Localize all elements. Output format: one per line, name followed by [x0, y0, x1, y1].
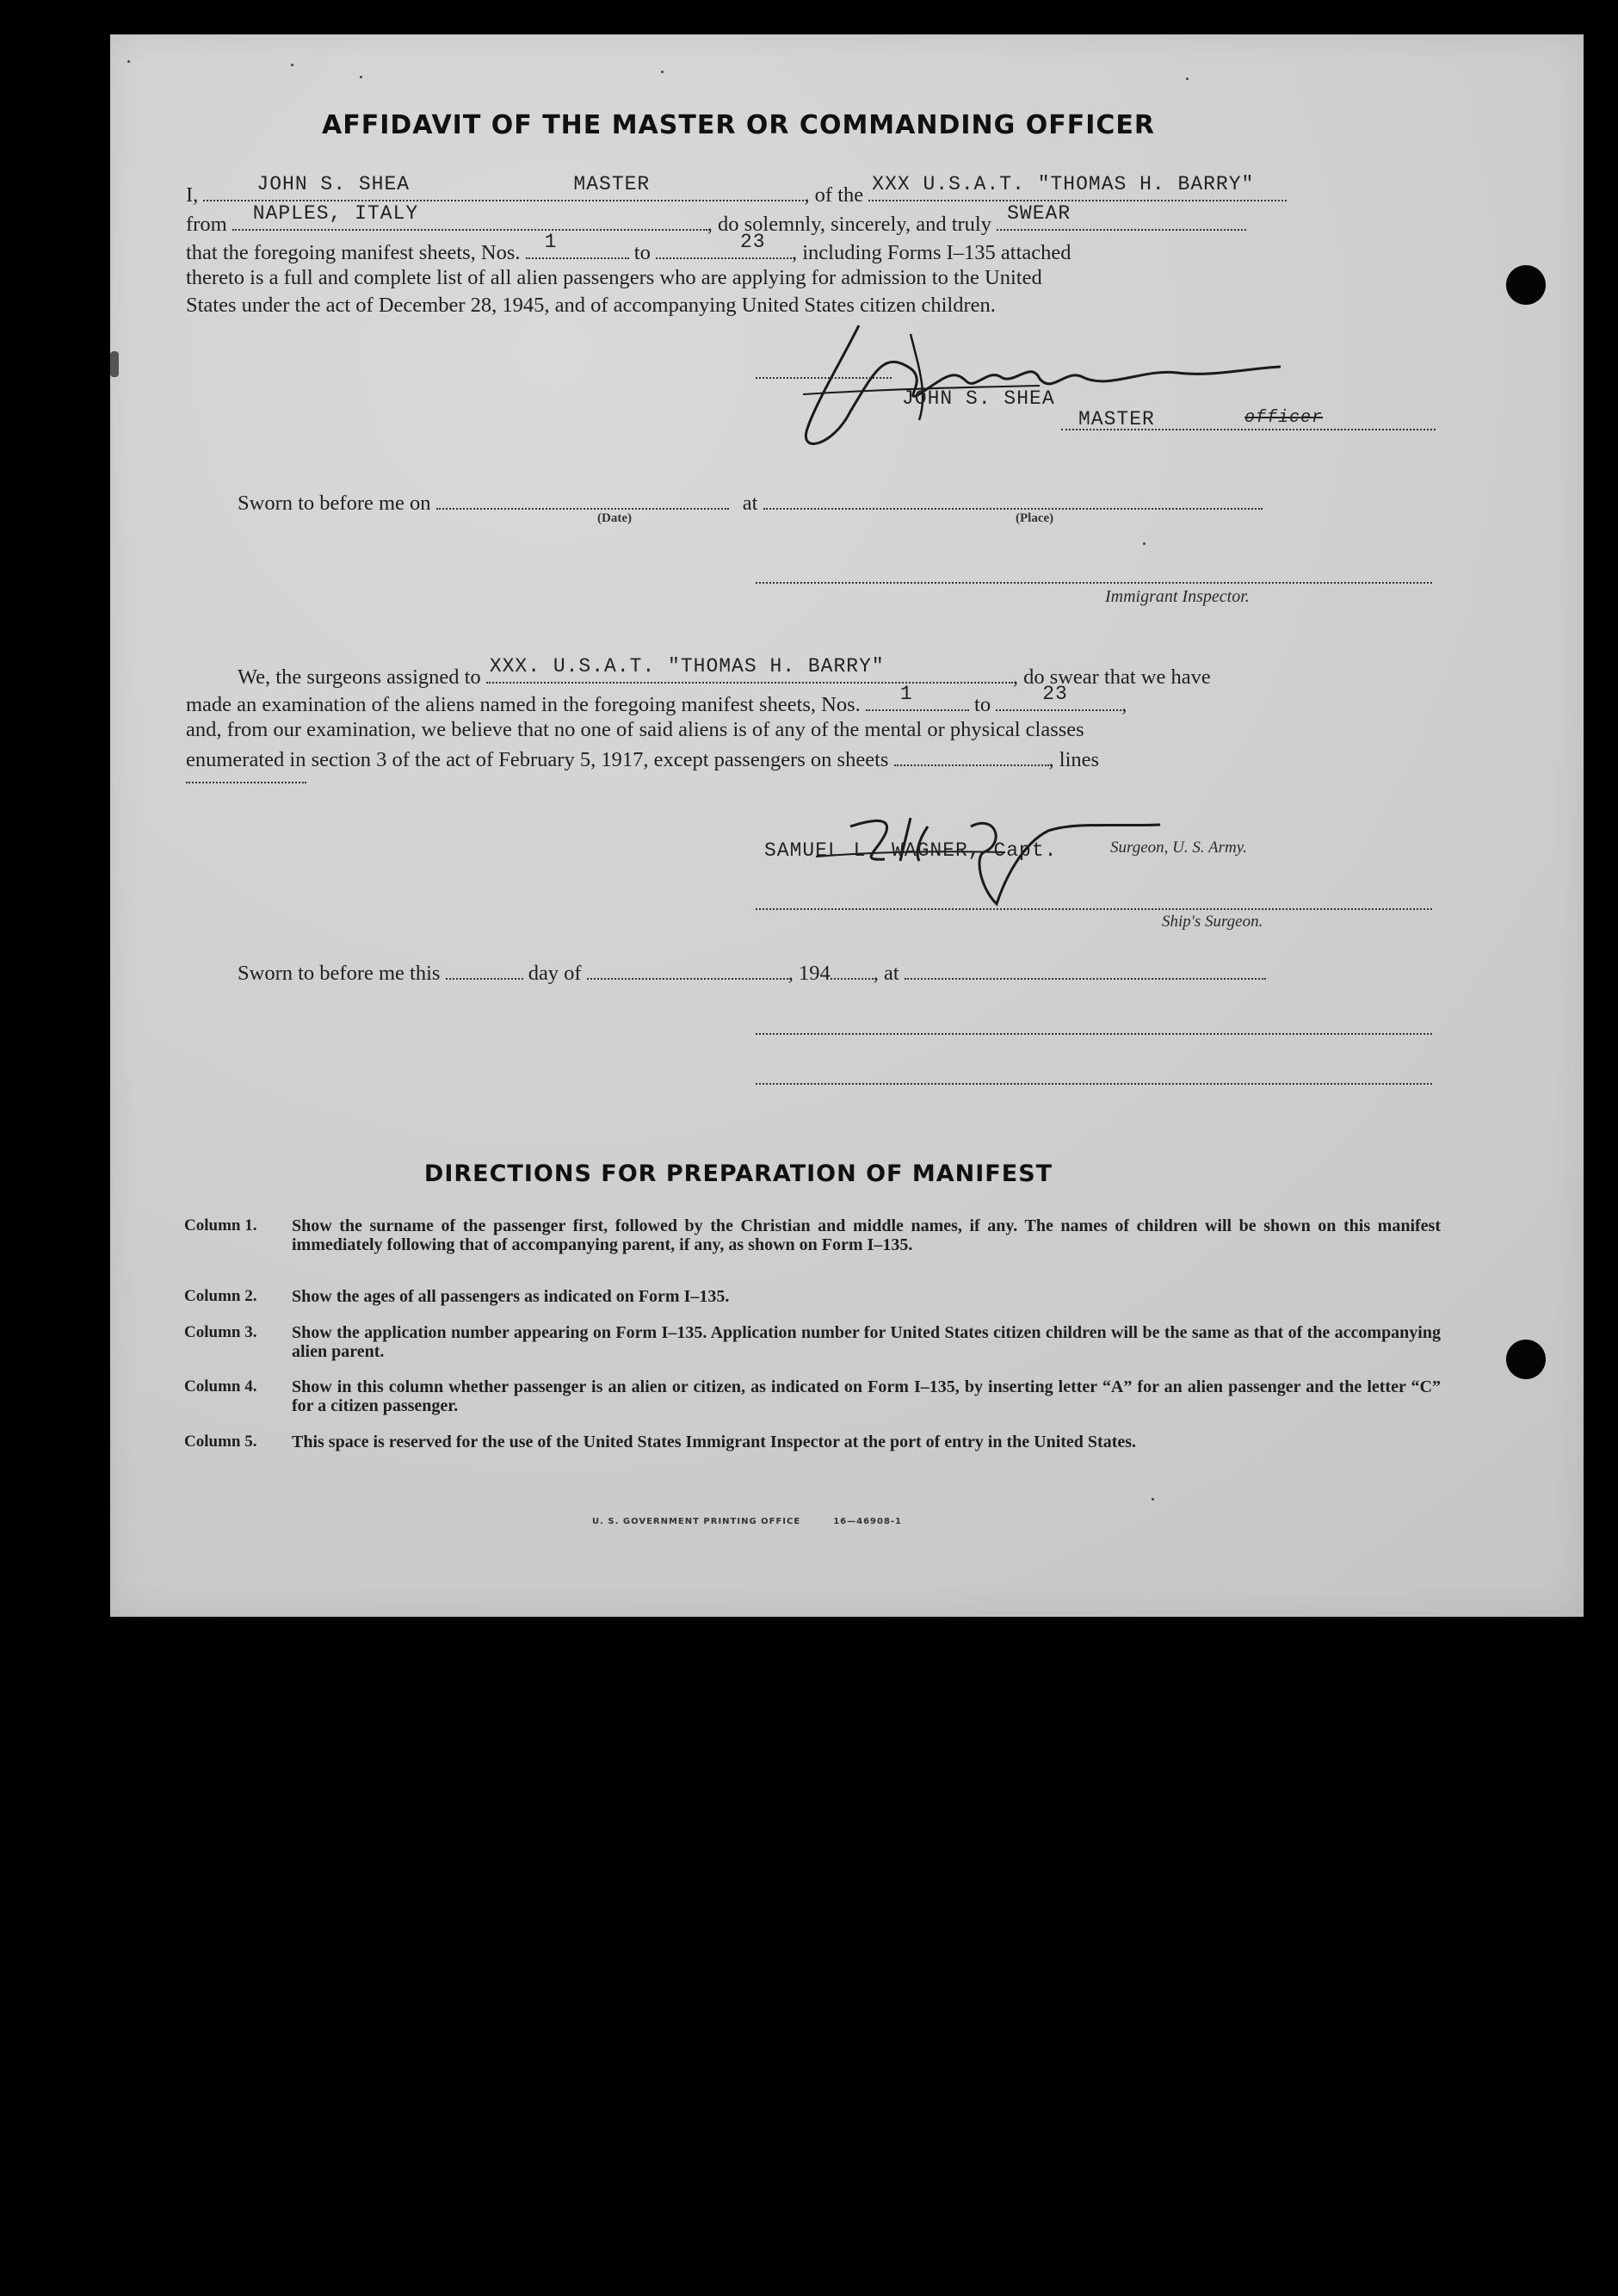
sheet-from-number: 1 — [544, 231, 558, 253]
paper-speck — [1186, 77, 1189, 80]
paper-speck — [1143, 542, 1146, 545]
sworn-on-line: Sworn to before me on at — [238, 487, 1263, 517]
signature-line-3 — [756, 1083, 1432, 1085]
direction-column-4: Column 4. Show in this column whether passenger is an alien or citizen, as indicated on Form I–135, by inserting letter “A” for an alien passenger and the letter “C” for a citizen passenger. — [184, 1377, 1441, 1415]
ships-surgeon-label: Ship's Surgeon. — [1162, 913, 1263, 931]
sworn-place2-field — [905, 957, 1266, 980]
affidavit-line-3: that the foregoing manifest sheets, Nos. 1 to 23 , including Forms I–135 attached — [186, 231, 1071, 264]
paper-speck — [661, 71, 664, 73]
signature-line — [756, 377, 892, 379]
paper-speck — [360, 76, 362, 78]
surgeons-vessel-field — [486, 655, 1013, 684]
surgeons-line-2: made an examination of the aliens named in the foregoing manifest sheets, Nos. 1 to 23 , — [186, 683, 1127, 716]
affidavit-title: AFFIDAVIT OF THE MASTER OR COMMANDING OFFICER — [322, 110, 1155, 140]
page-edge-mark — [110, 351, 119, 377]
surgeons-sheet-from-field — [866, 683, 969, 711]
punch-hole — [1506, 1340, 1546, 1379]
master-rank: MASTER — [573, 173, 651, 195]
master-name: JOHN S. SHEA — [256, 173, 411, 195]
struck-officer-word: officer — [1244, 408, 1324, 428]
inspector-signature-line — [756, 582, 1432, 584]
surgeon-army-label: Surgeon, U. S. Army. — [1110, 839, 1247, 857]
surgeons-line-3: and, from our examination, we believe that no one of said aliens is of any of the mental or physical classes — [186, 718, 1084, 741]
vessel-name: XXX U.S.A.T. "THOMAS H. BARRY" — [872, 173, 1255, 195]
oath-field — [997, 202, 1246, 231]
direction-column-5: Column 5. This space is reserved for the use of the United States Immigrant Inspector at the port of entry in the United States. — [184, 1433, 1137, 1451]
place-caption: (Place) — [1016, 511, 1054, 525]
printing-office-imprint: U. S. GOVERNMENT PRINTING OFFICE 16—46908-1 — [592, 1517, 903, 1526]
directions-title: DIRECTIONS FOR PREPARATION OF MANIFEST — [423, 1160, 1053, 1187]
date-caption: (Date) — [597, 511, 632, 525]
surgeons-sheet-to: 23 — [1042, 683, 1068, 705]
affidavit-line-2: from NAPLES, ITALY , do solemnly, sincerely, and truly SWEAR — [186, 208, 1246, 238]
direction-column-2: Column 2. Show the ages of all passengers as indicated on Form I–135. — [184, 1287, 730, 1306]
signer-rank-line — [1061, 429, 1436, 430]
punch-hole — [1506, 265, 1546, 305]
sworn-year-field — [831, 957, 874, 980]
master-signer-name: JOHN S. SHEA — [902, 387, 1055, 410]
sheet-to-field — [656, 231, 792, 259]
signature-line-2 — [756, 1033, 1432, 1035]
surgeons-line-1: We, the surgeons assigned to XXX. U.S.A.T. "THOMAS H. BARRY" , do swear that we have — [238, 655, 1211, 689]
departure-port: NAPLES, ITALY — [252, 202, 419, 225]
surgeons-vessel: XXX. U.S.A.T. "THOMAS H. BARRY" — [489, 655, 885, 678]
sworn-month-field — [587, 957, 788, 980]
affidavit-sheet — [110, 34, 1584, 1617]
vessel-field — [868, 173, 1287, 201]
master-signer-rank: MASTER — [1078, 408, 1155, 430]
sworn-day-field — [446, 957, 523, 980]
paper-speck — [127, 60, 130, 63]
paper-speck — [291, 64, 293, 66]
oath-word: SWEAR — [1007, 202, 1071, 225]
sworn-date-field — [436, 487, 729, 510]
sheet-from-field — [526, 231, 629, 259]
direction-column-3: Column 3. Show the application number appearing on Form I–135. Application number for United States citizen children will be the same as that of the accompanying alien parent. — [184, 1323, 1441, 1361]
affidavit-line-1: I, JOHN S. SHEA MASTER , of the XXX U.S.A.T. "THOMAS H. BARRY" — [186, 179, 1287, 208]
affidavit-line-5: States under the act of December 28, 1945, and of accompanying United States citizen children. — [186, 294, 996, 317]
except-sheets-field — [894, 744, 1049, 766]
surgeon-signer-name: SAMUEL L. WAGNER, Capt. — [764, 839, 1058, 862]
paper-speck — [1152, 1498, 1154, 1501]
direction-column-1: Column 1. Show the surname of the passenger first, followed by the Christian and middle names, if any. The names of children will be shown on this manifest immediately following that of accompanying parent, if any, as shown on Form I–135. — [184, 1216, 1441, 1254]
surgeons-sheet-from: 1 — [899, 683, 913, 705]
sworn-this-line: Sworn to before me this day of , 194 , at — [238, 957, 1266, 987]
affidavit-line-4: thereto is a full and complete list of all alien passengers who are applying for admission to the United — [186, 266, 1042, 289]
sheet-to-number: 23 — [739, 231, 766, 253]
except-lines-field — [186, 782, 306, 783]
departure-port-field — [232, 202, 707, 231]
master-name-field — [203, 173, 804, 201]
surgeons-sheet-to-field — [996, 683, 1121, 711]
master-signature — [781, 308, 1315, 463]
ships-surgeon-signature-line — [756, 908, 1432, 910]
sworn-place-field — [763, 487, 1263, 510]
surgeons-line-4: enumerated in section 3 of the act of February 5, 1917, except passengers on sheets , lines — [186, 744, 1099, 773]
immigrant-inspector-label: Immigrant Inspector. — [1105, 587, 1250, 606]
